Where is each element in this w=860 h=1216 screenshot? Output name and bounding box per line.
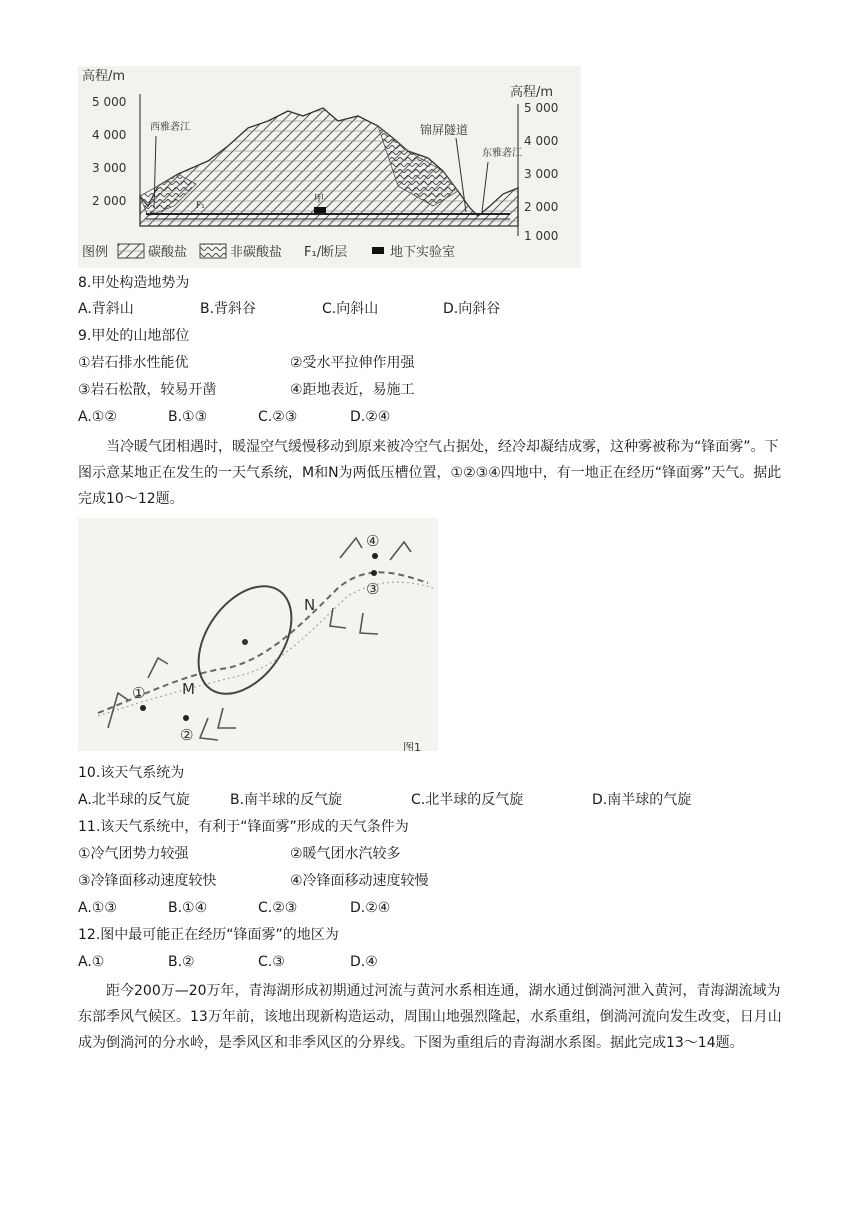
weather-system-figure [78, 518, 438, 751]
tick-right: 1 000 [524, 229, 559, 243]
label-N: N [304, 596, 316, 614]
q12-stem: 12.图中最可能正在经历“锋面雾”的地区为 [78, 927, 339, 943]
fault-label: F₁ [196, 201, 205, 211]
q11-option-a[interactable]: A.①③ [78, 900, 117, 916]
tick-left: 4 000 [92, 128, 127, 142]
q10-option-b[interactable]: B.南半球的反气旋 [230, 792, 343, 808]
tick-left: 2 000 [92, 194, 127, 208]
q10-option-c[interactable]: C.北半球的反气旋 [411, 792, 524, 808]
tick-right: 2 000 [524, 200, 559, 214]
q8-option-d[interactable]: D.向斜谷 [443, 301, 501, 317]
legend-carbonate: 碳酸盐 [148, 245, 188, 260]
west-river-label: 西雅砻江 [150, 122, 190, 133]
tick-right: 4 000 [524, 134, 559, 148]
q11-item-4: ④冷锋面移动速度较慢 [290, 873, 429, 889]
jia-label: 甲 [314, 194, 324, 205]
q12-option-a[interactable]: A.① [78, 954, 105, 970]
q11-item-1: ①冷气团势力较强 [78, 846, 189, 862]
point-2: ② [180, 726, 194, 744]
ylabel-right: 高程/m [510, 85, 554, 100]
legend-fault: F₁/断层 [304, 245, 348, 260]
q11-option-c[interactable]: C.②③ [258, 900, 298, 916]
q9-item-4: ④距地表近，易施工 [290, 382, 415, 398]
q9-option-a[interactable]: A.①② [78, 409, 117, 425]
east-river-label: 东雅砻江 [482, 148, 522, 159]
tick-right: 5 000 [524, 101, 559, 115]
q9-item-1: ①岩石排水性能优 [78, 355, 189, 371]
tick-left: 5 000 [92, 95, 127, 109]
q12-option-d[interactable]: D.④ [350, 954, 378, 970]
passage-front-fog: 当冷暖气团相遇时，暖湿空气缓慢移动到原来被冷空气占据处，经冷却凝结成雾，这种雾被称为“锋面雾”。下图示意某地正在发生的一天气系统，M和N为两低压槽位置，①②③④四地中，有一地正在经历“锋面雾”天气。据此完成10～12题。 [78, 439, 782, 507]
q8-option-b[interactable]: B.背斜谷 [200, 301, 257, 317]
figure-caption: 图1 [403, 741, 421, 751]
q9-option-b[interactable]: B.①③ [168, 409, 208, 425]
tunnel-label: 锦屏隧道 [420, 123, 469, 137]
q8-option-a[interactable]: A.背斜山 [78, 301, 134, 317]
tick-right: 3 000 [524, 167, 559, 181]
underground-lab-marker [314, 207, 326, 213]
q11-item-2: ②暖气团水汽较多 [290, 846, 401, 862]
q11-stem: 11.该天气系统中，有利于“锋面雾”形成的天气条件为 [78, 819, 409, 835]
q8-stem: 8.甲处构造地势为 [78, 275, 190, 291]
passage-qinghai-lake: 距今200万—20万年，青海湖形成初期通过河流与黄河水系相连通，湖水通过倒淌河泄入黄河，青海湖流域为东部季风气候区。13万年前，该地出现新构造运动，周围山地强烈隆起，水系重组，倒淌河流向发生改变，日月山成为倒淌河的分水岭，是季风区和非季风区的分界线。下图为重组后的青海湖水系图。据此完成13～14题。 [78, 983, 782, 1051]
legend-noncarbonate: 非碳酸盐 [230, 245, 283, 260]
legend-lab: 地下实验室 [390, 245, 456, 260]
cross-section-figure [78, 66, 581, 268]
q11-option-d[interactable]: D.②④ [350, 900, 391, 916]
q9-item-2: ②受水平拉伸作用强 [290, 355, 415, 371]
q12-option-c[interactable]: C.③ [258, 954, 285, 970]
q10-stem: 10.该天气系统为 [78, 765, 185, 781]
q8-option-c[interactable]: C.向斜山 [322, 301, 379, 317]
q11-option-b[interactable]: B.①④ [168, 900, 208, 916]
label-M: M [182, 680, 195, 698]
q12-option-b[interactable]: B.② [168, 954, 195, 970]
ylabel-left: 高程/m [82, 69, 126, 84]
q9-option-c[interactable]: C.②③ [258, 409, 298, 425]
q11-item-3: ③冷锋面移动速度较快 [78, 873, 217, 889]
q9-item-3: ③岩石松散，较易开凿 [78, 382, 217, 398]
q10-option-a[interactable]: A.北半球的反气旋 [78, 792, 190, 808]
point-1: ① [132, 684, 146, 702]
tick-left: 3 000 [92, 161, 127, 175]
point-4: ④ [366, 532, 380, 550]
legend-title: 图例 [82, 245, 109, 260]
q9-stem: 9.甲处的山地部位 [78, 328, 190, 344]
q9-option-d[interactable]: D.②④ [350, 409, 391, 425]
point-3: ③ [366, 580, 380, 598]
q10-option-d[interactable]: D.南半球的气旋 [592, 792, 692, 808]
